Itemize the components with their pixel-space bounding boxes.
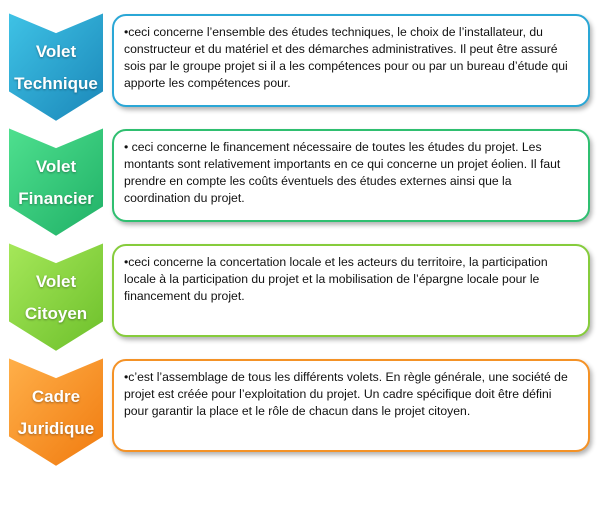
step-volet-technique	[0, 8, 605, 126]
chevron-title-line1: Cadre	[31, 387, 81, 406]
step-cadre-juridique	[0, 353, 605, 471]
chevron-title-line2: Technique	[14, 74, 98, 93]
chevron-title-line2: Juridique	[17, 419, 95, 438]
chevron-title-line1: Volet	[35, 157, 77, 176]
chevron-cadre-juridique	[6, 353, 114, 471]
description-text: • ceci concerne le financement nécessaire de toutes les études du projet. Les montants sont relativement importants en ce qui concerne un projet éolien. Il faut prendre en compte les coûts éventuels des études externes ainsi que la coordination du projet.	[124, 140, 561, 205]
step-volet-financier	[0, 123, 605, 241]
description-box-volet-citoyen	[112, 244, 590, 337]
description-box-cadre-juridique	[112, 359, 590, 452]
chevron-volet-citoyen	[6, 238, 114, 356]
chevron-volet-financier	[6, 123, 114, 241]
chevron-title-line2: Financier	[18, 189, 94, 208]
description-box-volet-technique	[112, 14, 590, 107]
chevron-title-line1: Volet	[35, 42, 77, 61]
chevron-title-line2: Citoyen	[24, 304, 88, 323]
step-volet-citoyen	[0, 238, 605, 356]
description-box-volet-financier	[112, 129, 590, 222]
description-text: •c’est l’assemblage de tous les différents volets. En règle générale, une société de projet est créée pour l’exploitation du projet. Un cadre spécifique doit être défini pour garantir la place et le rôle de chacun dans le projet citoyen.	[124, 370, 568, 418]
chevron-title-line1: Volet	[35, 272, 77, 291]
description-text: •ceci concerne l’ensemble des études techniques, le choix de l’installateur, du constructeur et du matériel et des démarches administratives. Il peut être assuré sois par le groupe projet si il a les compétences pour ou par un bureau d’étude qui apporte les compétences pour.	[124, 25, 568, 90]
description-text: •ceci concerne la concertation locale et les acteurs du territoire, la participation locale à la participation du projet et la mobilisation de l’épargne locale pour le financement du projet.	[124, 255, 548, 303]
chevron-volet-technique	[6, 8, 114, 126]
